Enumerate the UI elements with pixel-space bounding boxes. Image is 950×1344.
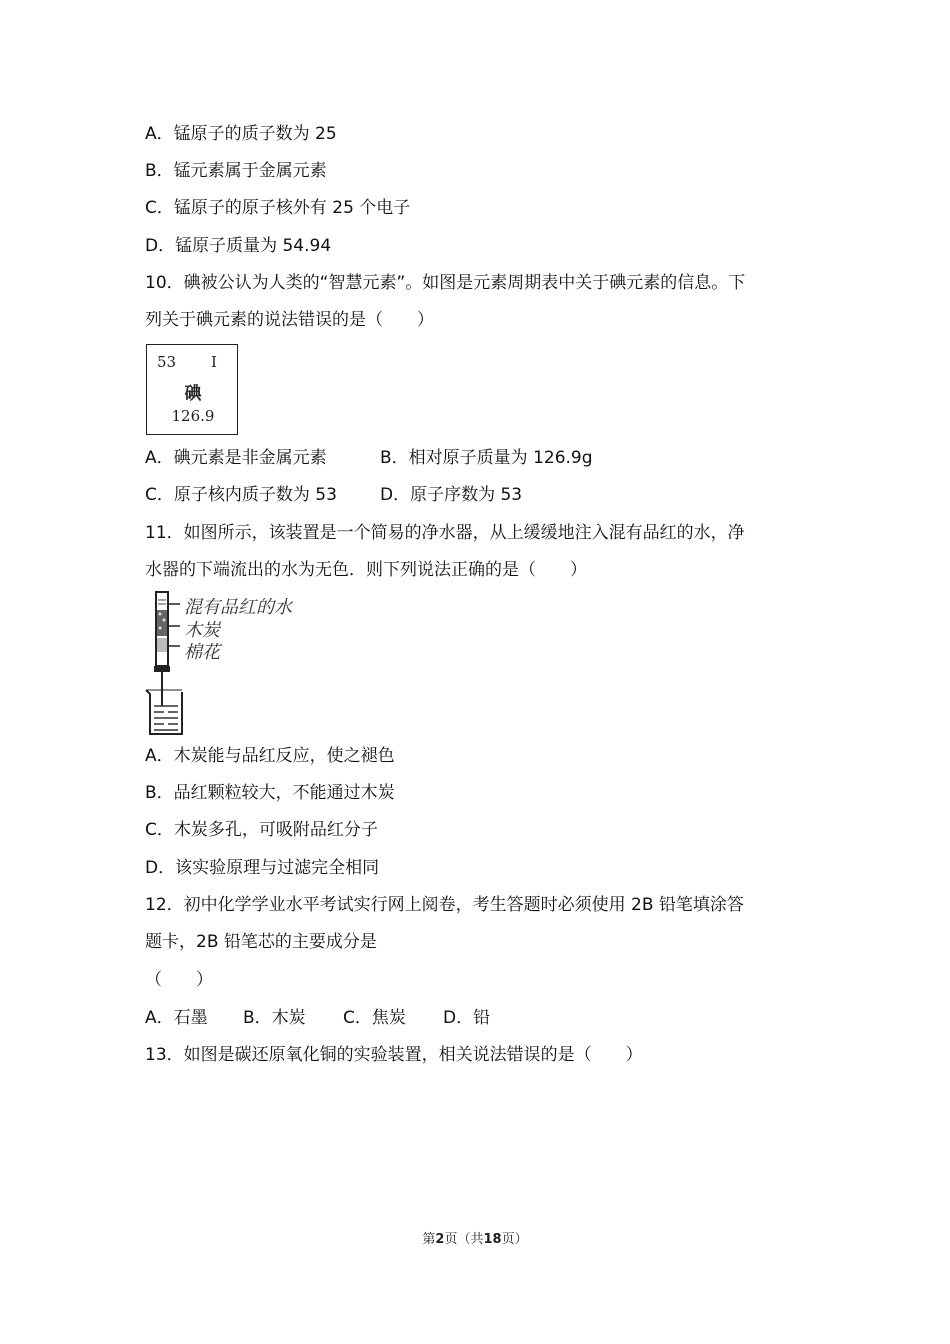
- q12-stem-line2: 题卡，2B 铅笔芯的主要成分是: [145, 932, 377, 952]
- q12-option-c: C．焦炭: [343, 1008, 406, 1028]
- footer-suffix: 页）: [501, 1232, 528, 1247]
- q12-stem-line1: 12．初中化学学业水平考试实行网上阅卷，考生答题时必须使用 2B 铅笔填涂答: [145, 895, 744, 915]
- q12-option-b: B．木炭: [243, 1008, 306, 1028]
- q11-option-b: B．品红颗粒较大，不能通过木炭: [145, 783, 395, 803]
- q11-option-c: C．木炭多孔，可吸附品红分子: [145, 820, 378, 840]
- footer-total-pages: 18: [483, 1232, 502, 1247]
- page-footer: [0, 1228, 950, 1247]
- q9-option-c: C．锰原子的原子核外有 25 个电子: [145, 198, 411, 218]
- footer-page-number: 2: [435, 1232, 445, 1247]
- q13-stem-line1: 13．如图是碳还原氧化铜的实验装置，相关说法错误的是（ ）: [145, 1045, 643, 1065]
- q12-option-d: D．铅: [443, 1008, 491, 1028]
- q10-option-c: C．原子核内质子数为 53: [145, 485, 337, 505]
- element-symbol: I: [211, 353, 217, 371]
- q10-options-row2: [145, 483, 522, 507]
- q11-option-a: A．木炭能与品红反应，使之褪色: [145, 746, 395, 766]
- q11-option-d: D．该实验原理与过滤完全相同: [145, 858, 380, 878]
- q11-stem-line2: 水器的下端流出的水为无色．则下列说法正确的是（ ）: [145, 560, 587, 580]
- iodine-element-card: [146, 344, 238, 435]
- q10-stem-line1: 10．碘被公认为人类的“智慧元素”。如图是元素周期表中关于碘元素的信息。下: [145, 273, 746, 293]
- q10-option-d: D．原子序数为 53: [380, 485, 523, 505]
- q10-option-a: A．碘元素是非金属元素: [145, 448, 327, 468]
- q9-option-d: D．锰原子质量为 54.94: [145, 236, 332, 256]
- q12-option-a: A．石墨: [145, 1008, 208, 1028]
- filter-label-cotton: 棉花: [184, 642, 220, 663]
- atomic-mass: 126.9: [171, 407, 215, 425]
- q9-option-a: A．锰原子的质子数为 25: [145, 124, 337, 144]
- water-filter-figure: [140, 588, 310, 738]
- footer-middle: 页（共: [444, 1232, 484, 1247]
- element-name: 碘: [184, 384, 202, 404]
- filter-label-dyed-water: 混有品红的水: [184, 597, 292, 618]
- q10-option-b: B．相对原子质量为 126.9g: [380, 448, 593, 468]
- atomic-number: 53: [157, 353, 177, 371]
- filter-label-charcoal: 木炭: [184, 620, 220, 641]
- q10-stem-line2: 列关于碘元素的说法错误的是（ ）: [145, 310, 434, 330]
- q9-option-b: B．锰元素属于金属元素: [145, 161, 327, 181]
- q11-stem-line1: 11．如图所示，该装置是一个简易的净水器，从上缓缓地注入混有品红的水，净: [145, 523, 745, 543]
- q10-options-row1: [145, 446, 593, 470]
- q12-stem-line3: （ ）: [145, 970, 213, 990]
- footer-prefix: 第: [422, 1232, 436, 1247]
- q12-options-row: [145, 1006, 490, 1030]
